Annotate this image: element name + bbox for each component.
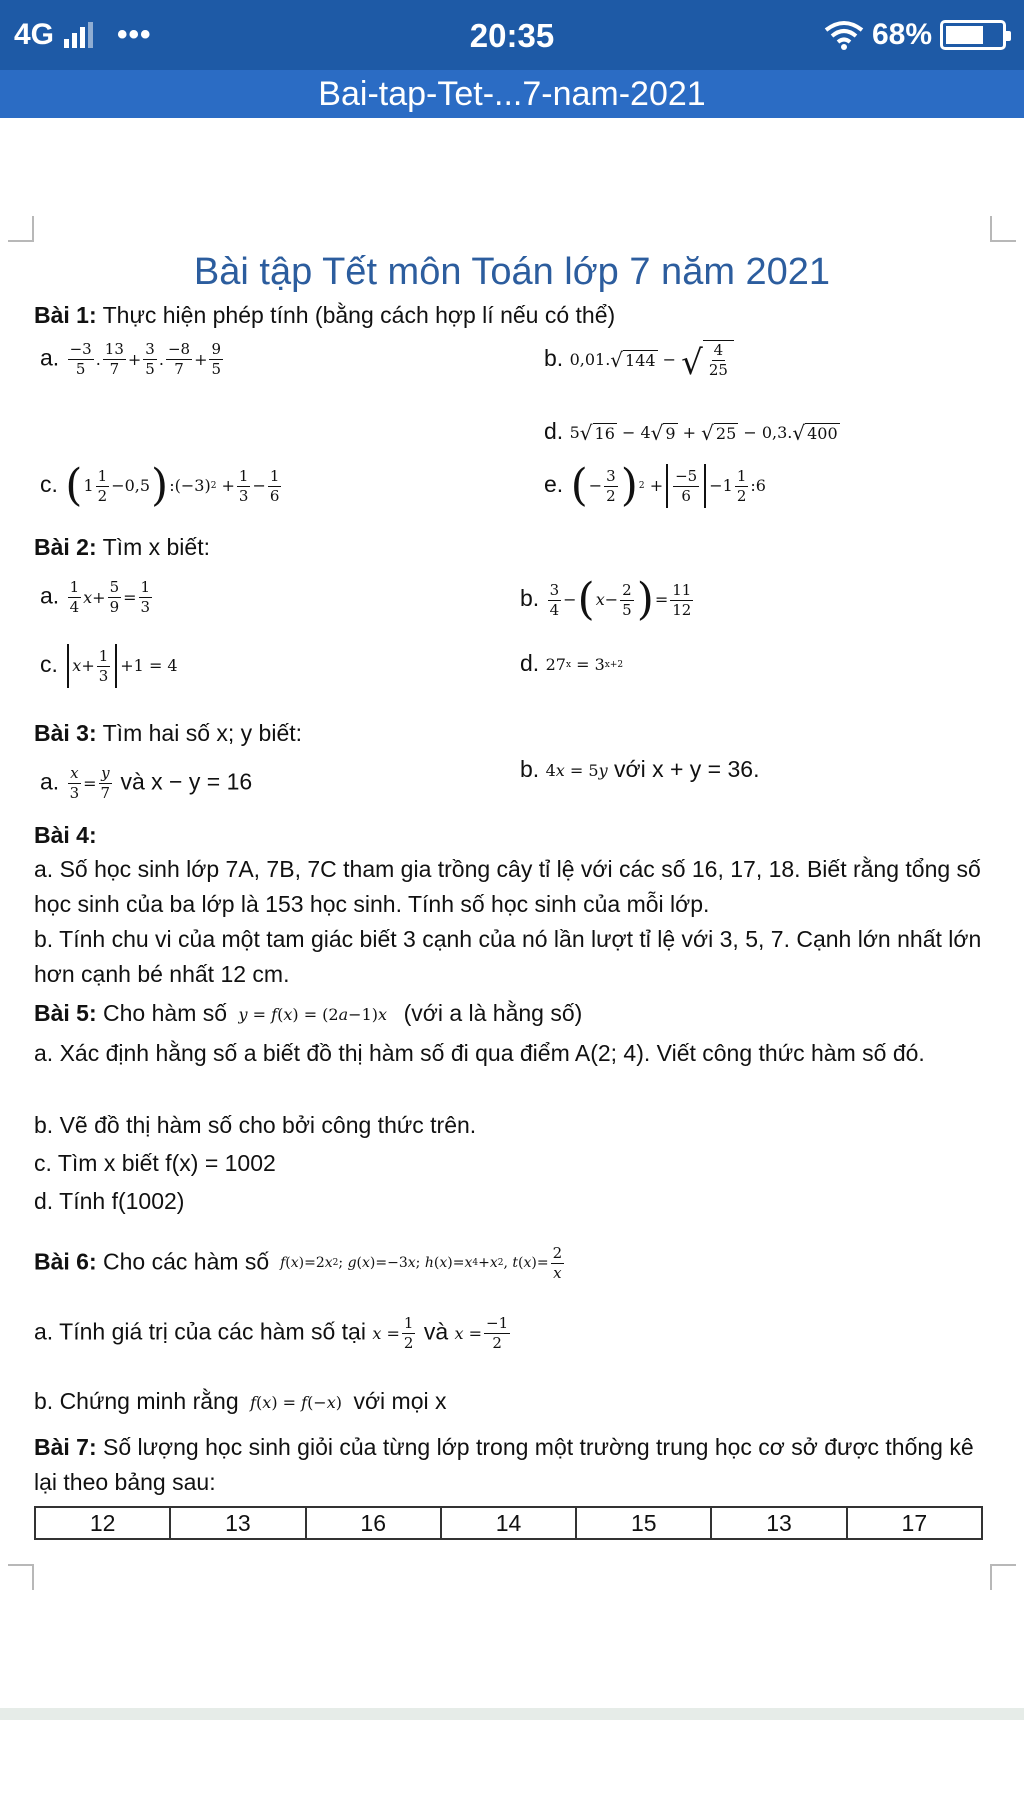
math-expression: 27 x = 3 x+2 — [545, 655, 624, 675]
item-label: d. — [544, 418, 564, 444]
bai1-c — [40, 460, 283, 511]
bai7-heading: Bài 7: — [34, 1434, 97, 1460]
bai1-heading: Bài 1: — [34, 302, 97, 328]
item-label: b. — [544, 344, 564, 371]
math-expression: f ( x ) = f (− x ) — [250, 1393, 348, 1413]
battery-fill — [946, 26, 983, 44]
bai1-d — [544, 418, 840, 446]
more-notifications-icon: ••• — [117, 18, 152, 51]
math-expression: $\frac{1}{4}$ x + $\frac{5}{9}$ = $\frac{1}{3}$ — [69, 578, 151, 616]
margin-corner-mark — [990, 1564, 1016, 1590]
connector-text: và — [423, 1318, 449, 1345]
bai7-text: Số lượng học sinh giỏi của từng lớp trong một trường trung học cơ sở được thống kê lại theo bảng sau: — [34, 1434, 974, 1495]
bai6-b-text: b. Chứng minh rằng — [34, 1388, 239, 1414]
table-cell: 15 — [576, 1507, 711, 1539]
item-label: d. — [520, 650, 540, 676]
bai4-b: b. Tính chu vi của một tam giác biết 3 cạnh của nó lần lượt tỉ lệ với 3, 5, 7. Cạnh lớn nhất lớn hơn cạnh bé nhất 12 cm. — [34, 926, 982, 987]
bai1-a — [40, 340, 225, 379]
document-heading: Bài tập Tết môn Toán lớp 7 năm 2021 — [193, 251, 831, 293]
bai6-a-text: a. Tính giá trị của các hàm số tại — [34, 1318, 366, 1345]
item-label: c. — [40, 471, 58, 498]
table-row — [35, 1507, 982, 1539]
document-title-bar[interactable]: Bai-tap-Tet-...7-nam-2021 — [0, 70, 1024, 118]
bai7-line — [34, 1430, 994, 1500]
bai2-a — [40, 578, 154, 617]
math-expression: ( 1 $\frac{1}{2}$ −0,5 ) :(−3) 2 + $\frac{1}{3}$ − $\frac{1}{6}$ — [65, 460, 280, 511]
bai5-c: c. Tìm x biết f(x) = 1002 — [34, 1150, 276, 1176]
math-expression: $\frac{3}{4}$ − ( x − $\frac{2}{5}$ ) = $\frac{11}{12}$ — [549, 574, 692, 625]
bai6-a — [34, 1314, 512, 1353]
bai1-line — [34, 302, 615, 330]
wifi-icon — [824, 20, 864, 50]
bai6-heading: Bài 6: — [34, 1248, 97, 1275]
bai5-heading: Bài 5: — [34, 1000, 97, 1026]
margin-corner-mark — [8, 216, 34, 242]
bai3-line — [34, 720, 302, 748]
math-expression: 5 √ 16 − 4 √ 9 + √ 25 − 0,3. √ 400 — [569, 421, 838, 446]
page-separator — [0, 1708, 1024, 1720]
table-cell: 13 — [711, 1507, 846, 1539]
bai6-b-rest: với mọi x — [353, 1388, 447, 1414]
bai2-text: Tìm x biết: — [102, 534, 210, 560]
condition-text: và x − y = 16 — [120, 768, 253, 795]
bai5-b: b. Vẽ đồ thị hàm số cho bởi công thức trên. — [34, 1112, 477, 1138]
bai6-b — [34, 1388, 447, 1416]
bai3-a — [40, 764, 252, 803]
math-expression: ( − $\frac{3}{2}$ ) 2 + $\frac{-5}{6}$ −1 $\frac{1}{2}$ :6 — [570, 460, 766, 511]
status-time: 20:35 — [469, 17, 555, 54]
table-cell: 12 — [35, 1507, 170, 1539]
math-expression: x = $\frac{1}{2}$ — [372, 1314, 414, 1352]
math-expression: 0,01. √ 144 − √ $\frac{4}{25}$ — [570, 340, 734, 380]
bai7-table — [34, 1506, 983, 1540]
bai5-line — [34, 1000, 582, 1028]
bai3-text: Tìm hai số x; y biết: — [102, 720, 303, 746]
item-label: b. — [520, 756, 540, 782]
math-expression: y = f ( x ) = (2 a −1) x — [238, 1005, 388, 1025]
math-expression: x = $\frac{-1}{2}$ — [454, 1314, 509, 1352]
bai5-d: d. Tính f(1002) — [34, 1188, 185, 1214]
bai1-e — [544, 460, 766, 511]
bai5-a: a. Xác định hằng số a biết đồ thị hàm số đi qua điểm A(2; 4). Viết công thức hàm số đó. — [34, 1040, 925, 1066]
math-expression: $\frac{x}{3}$ = $\frac{y}{7}$ — [69, 764, 111, 802]
item-label: b. — [520, 585, 540, 612]
document-page[interactable] — [0, 118, 1024, 1708]
item-label: e. — [544, 471, 564, 498]
math-expression: x + $\frac{1}{3}$ +1 = 4 — [64, 644, 177, 688]
bai2-heading: Bài 2: — [34, 534, 97, 560]
margin-corner-mark — [990, 216, 1016, 242]
bai3-b — [520, 756, 759, 784]
item-label: a. — [40, 582, 60, 609]
margin-corner-mark — [8, 1564, 34, 1590]
math-expression: $\frac{-3}{5}$ . $\frac{13}{7}$ + $\frac{3}{5}$ . $\frac{-8}{7}$ + $\frac{9}{5}$ — [69, 340, 222, 378]
status-right — [824, 18, 1006, 52]
item-label: c. — [40, 651, 58, 678]
math-expression: f ( x )=2 x 2 ; g ( x )=−3 x ; h ( x )= x 4 + x 2 , t ( x )= $\frac{2}{x}$ — [280, 1244, 563, 1282]
table-cell: 17 — [847, 1507, 982, 1539]
bai5-text: Cho hàm số — [103, 1000, 228, 1026]
item-label: a. — [40, 768, 60, 795]
condition-text: với x + y = 36. — [614, 756, 760, 782]
table-cell: 16 — [306, 1507, 441, 1539]
bai1-text: Thực hiện phép tính (bằng cách hợp lí nếu có thể) — [102, 302, 616, 328]
network-type: 4G — [14, 18, 55, 51]
battery-icon — [940, 20, 1006, 50]
bai5-note: (với a là hằng số) — [403, 1000, 583, 1026]
bai2-b — [520, 574, 695, 625]
table-cell: 13 — [170, 1507, 305, 1539]
bai2-d — [520, 650, 623, 678]
bai2-c — [40, 644, 178, 688]
math-expression: 4 x = 5 y — [545, 761, 608, 781]
bai3-heading: Bài 3: — [34, 720, 97, 746]
bai4-heading: Bài 4: — [34, 822, 97, 848]
status-bar — [0, 0, 1024, 70]
table-cell: 14 — [441, 1507, 576, 1539]
bai4-a: a. Số học sinh lớp 7A, 7B, 7C tham gia trồng cây tỉ lệ với các số 16, 17, 18. Biết rằng tổng số học sinh của ba lớp là 153 học sinh. Tính số học sinh của mỗi lớp. — [34, 856, 981, 917]
bai1-b — [544, 340, 734, 383]
bai6-line — [34, 1244, 566, 1283]
battery-percent: 68% — [871, 18, 932, 51]
bai2-line — [34, 534, 210, 562]
bai6-text: Cho các hàm số — [103, 1248, 270, 1275]
item-label: a. — [40, 344, 60, 371]
